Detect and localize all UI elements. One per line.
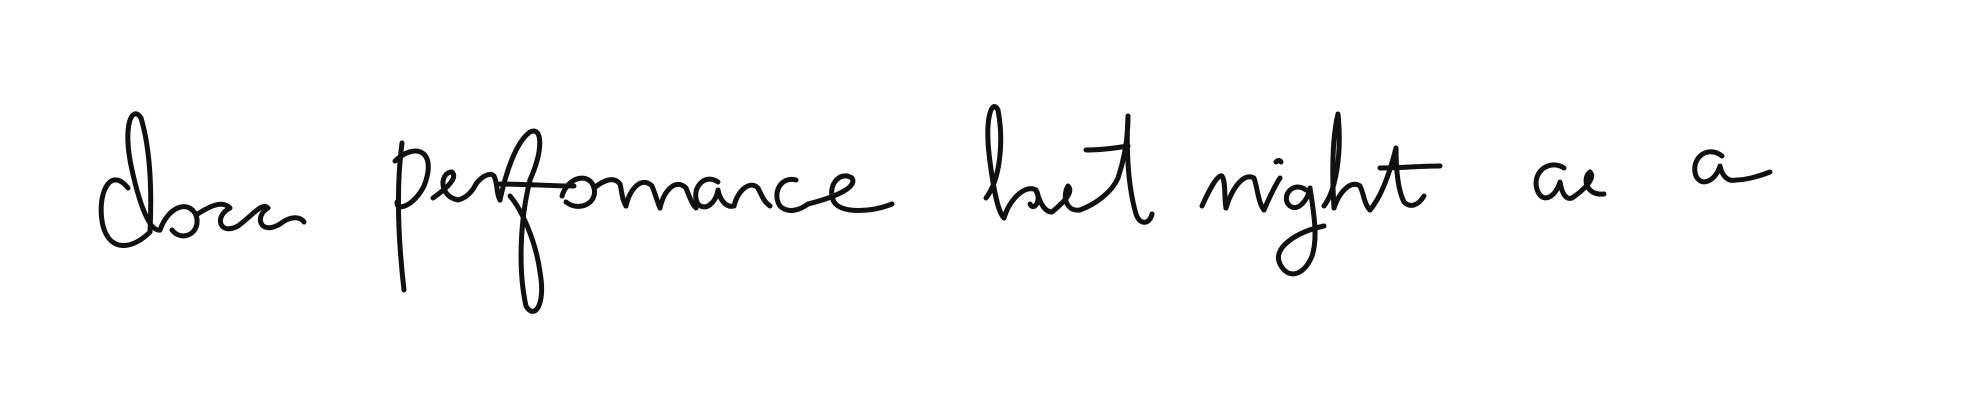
handwritten-line-transcript xyxy=(95,118,1815,268)
